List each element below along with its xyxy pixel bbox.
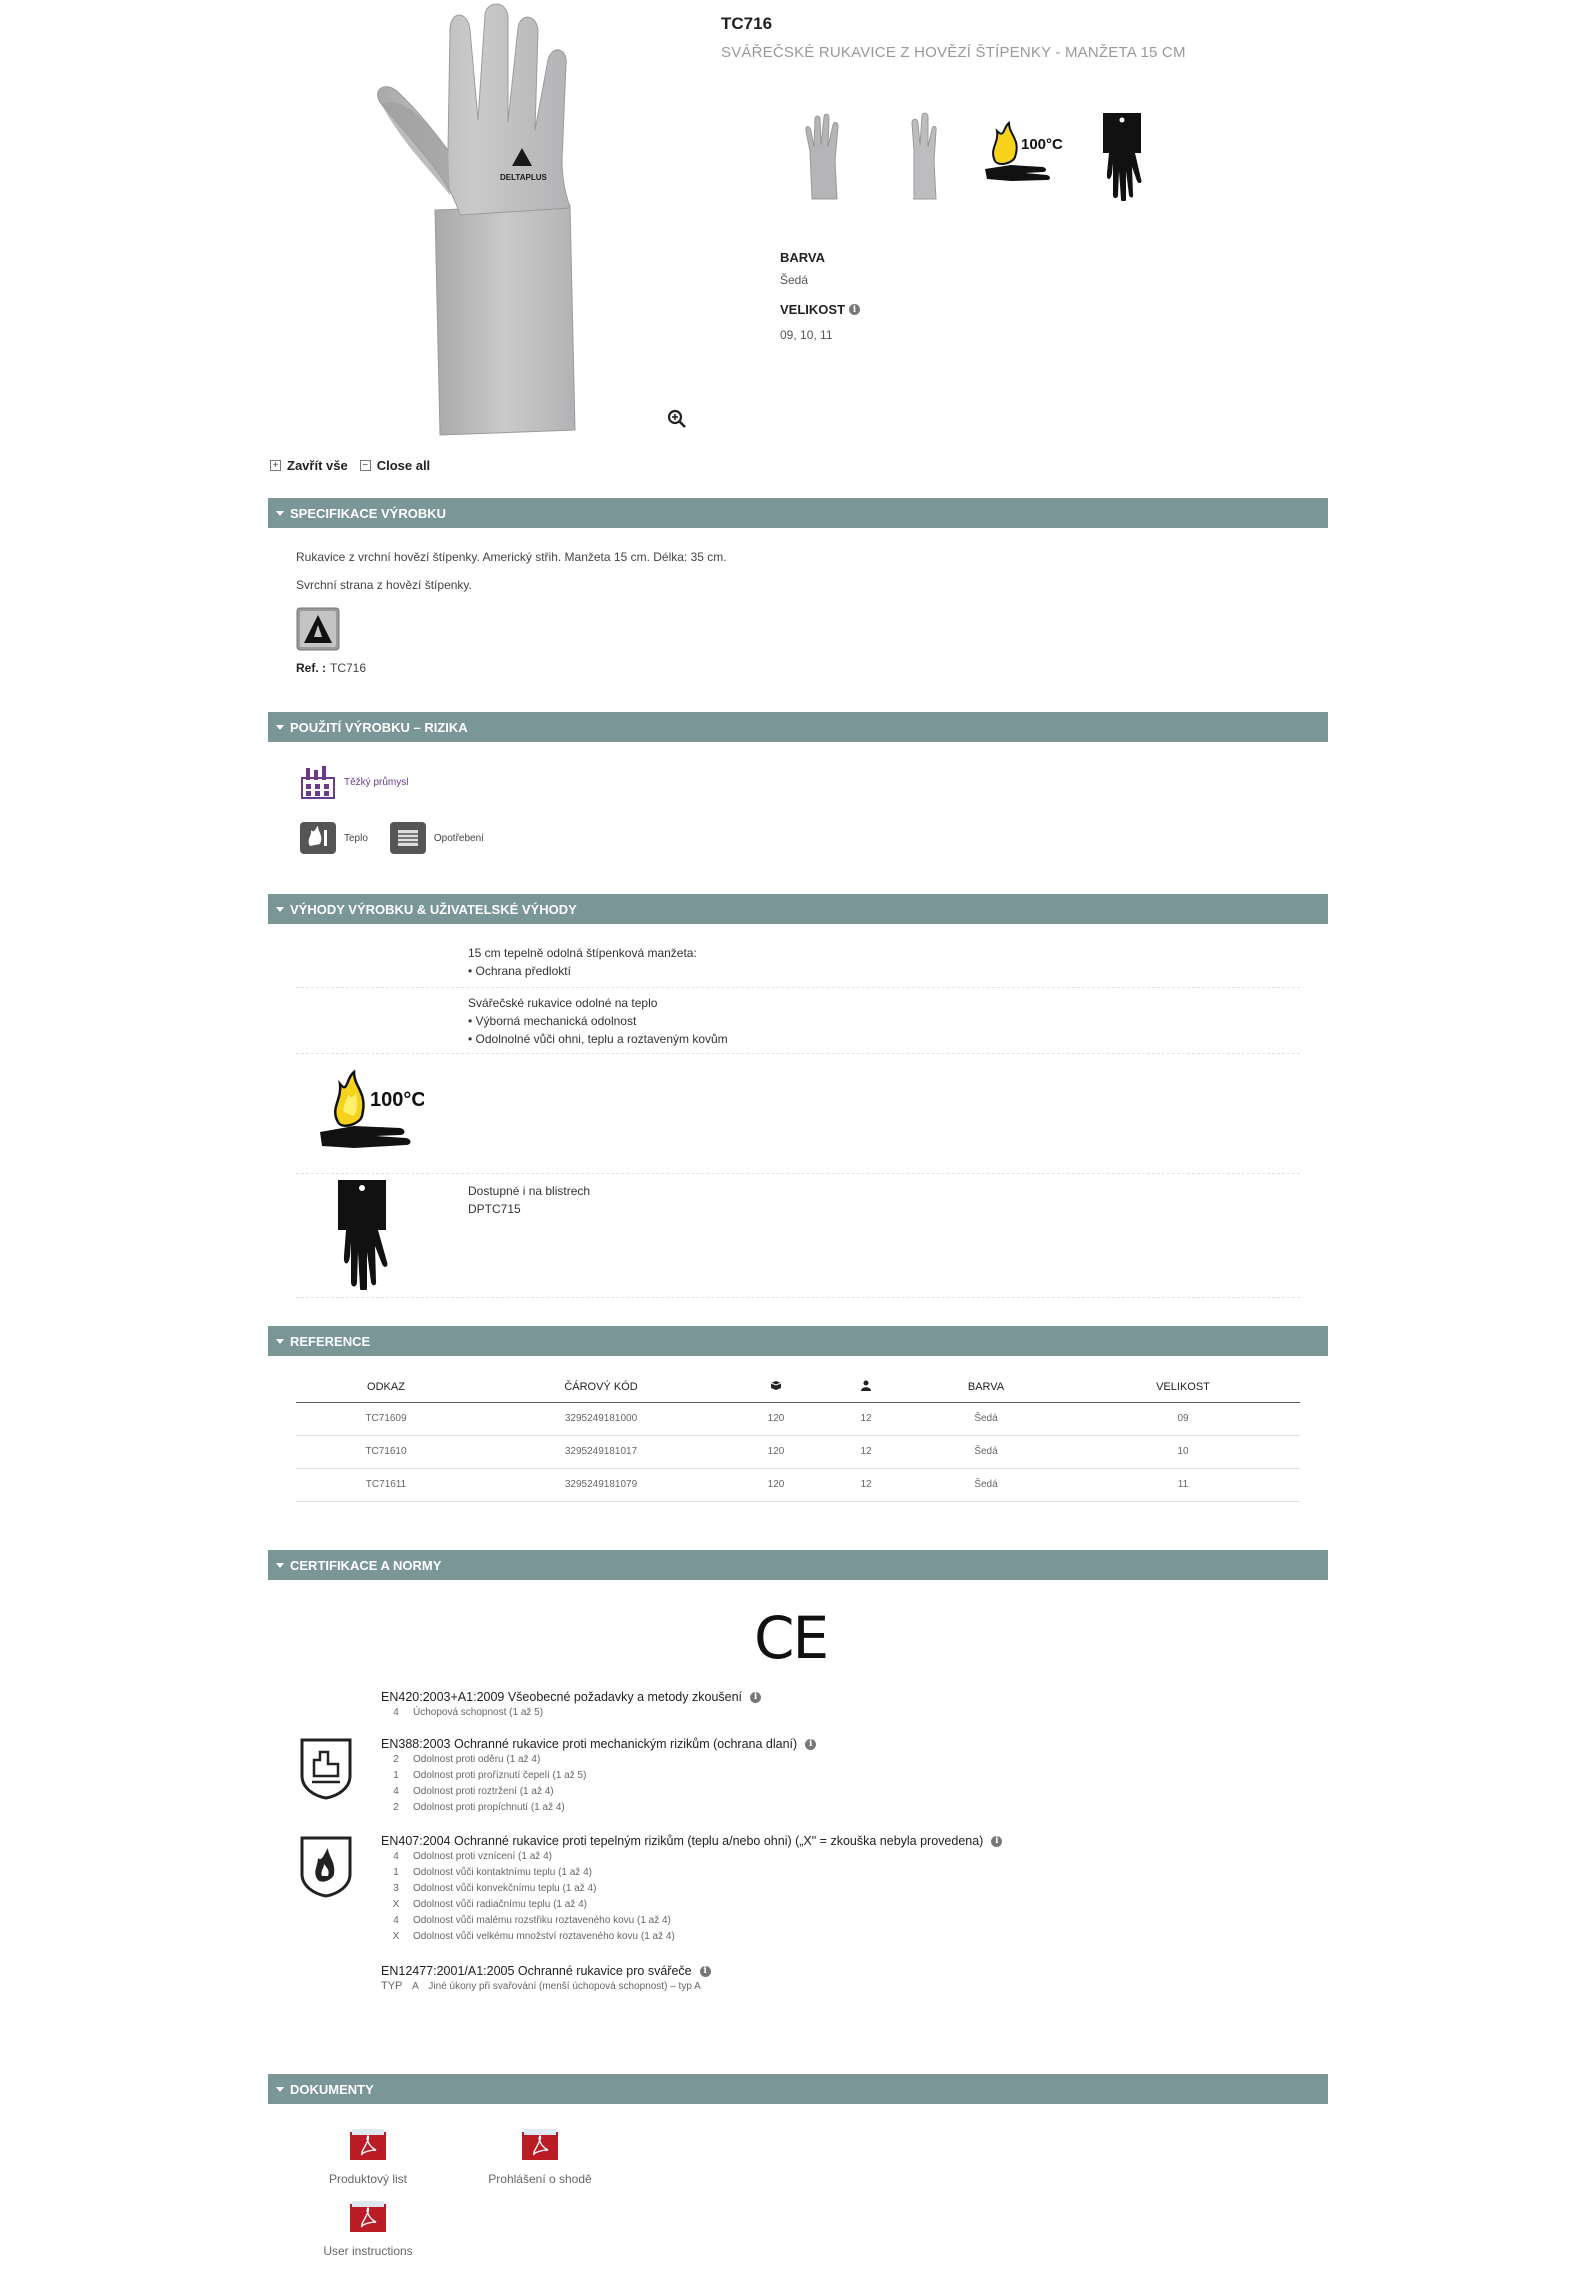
expand-collapse-controls — [270, 458, 430, 473]
minus-box-icon: − — [360, 460, 371, 471]
cell-color: Šedá — [906, 1402, 1066, 1435]
close-all-label: Close all — [376, 458, 431, 473]
size-label-row — [780, 302, 860, 317]
spec-line-1: Rukavice z vrchní hovězí štípenky. Americký střih. Manžeta 15 cm. Délka: 35 cm. — [296, 550, 727, 564]
caret-down-icon — [276, 907, 284, 912]
cell-barcode: 3295249181079 — [476, 1468, 726, 1501]
benefit-row — [296, 988, 1300, 1054]
pdf-icon — [348, 2128, 388, 2162]
deltaplus-logo-icon — [296, 607, 340, 651]
risk-heat-label: Teplo — [344, 832, 368, 844]
norm-info-icon[interactable]: i — [991, 1836, 1002, 1847]
caret-down-icon — [276, 1563, 284, 1568]
norm-value: 4 — [393, 1706, 399, 1718]
norm-value: 2 — [393, 1801, 399, 1813]
section-header-spec[interactable] — [268, 498, 1328, 528]
norm-desc: Odolnost vůči velkému množství roztaveného kovu (1 až 4) — [413, 1930, 675, 1942]
cell-pack-qty: 12 — [826, 1402, 906, 1435]
norm-value: 4 — [393, 1914, 399, 1926]
document-label: User instructions — [323, 2244, 413, 2258]
usage-industry-label: Těžký průmysl — [344, 776, 409, 788]
heat-icon-label: 100°C — [370, 1089, 424, 1111]
section-header-benefits[interactable] — [268, 894, 1328, 924]
norm-value: 3 — [393, 1882, 399, 1894]
norm-desc: Odolnost proti vznícení (1 až 4) — [413, 1850, 552, 1862]
norm-block — [381, 1690, 761, 1720]
table-row — [296, 1435, 1300, 1468]
document-label: Prohlášení o shodě — [488, 2172, 592, 2186]
product-subtitle: SVÁŘEČSKÉ RUKAVICE Z HOVĚZÍ ŠTÍPENKY - MANŽETA 15 CM — [721, 44, 1186, 61]
caret-down-icon — [276, 1339, 284, 1344]
reference-table — [296, 1372, 1300, 1502]
section-title: CERTIFIKACE A NORMY — [290, 1557, 442, 1573]
cell-barcode: 3295249181000 — [476, 1402, 726, 1435]
document-product-sheet[interactable] — [288, 2128, 448, 2186]
color-value: Šedá — [780, 273, 809, 287]
product-main-image[interactable] — [340, 0, 690, 440]
cell-barcode: 3295249181017 — [476, 1435, 726, 1468]
norm-value: 1 — [393, 1769, 399, 1781]
norm-line — [391, 1896, 1002, 1912]
open-all-label: Zavřít vše — [287, 458, 348, 473]
thumb-temp-label: 100°C — [1021, 136, 1063, 153]
section-header-reference[interactable] — [268, 1326, 1328, 1356]
norm-line — [391, 1880, 1002, 1896]
norm-line — [391, 1912, 1002, 1928]
en407-flame-pictogram-icon — [298, 1834, 354, 1901]
zoom-icon[interactable] — [666, 408, 688, 430]
benefit-row — [296, 1054, 1300, 1174]
cell-size: 09 — [1066, 1402, 1300, 1435]
norm-desc: Odolnost vůči radiačnímu teplu (1 až 4) — [413, 1898, 587, 1910]
en388-pictogram-icon — [298, 1736, 354, 1803]
thumbnail-glove-side[interactable] — [881, 106, 963, 206]
risk-abrasion-label: Opotřebení — [433, 832, 484, 844]
norm-title: EN12477:2001/A1:2005 Ochranné rukavice pro svářeče — [381, 1964, 692, 1978]
pdf-icon — [348, 2200, 388, 2234]
norm-title: EN388:2003 Ochranné rukavice proti mechanickým rizikům (ochrana dlaní) — [381, 1737, 798, 1751]
col-header-color: BARVA — [906, 1372, 1066, 1402]
col-header-box-icon — [726, 1372, 826, 1402]
size-info-icon[interactable]: i — [849, 304, 860, 315]
cell-box-qty: 120 — [726, 1468, 826, 1501]
norm-value: 4 — [393, 1850, 399, 1862]
norm-value: X — [392, 1898, 400, 1910]
thumbnail-strip — [781, 106, 1163, 206]
benefit-text: Svářečské rukavice odolné na teplo • Výborná mechanická odolnost • Odolnolné vůči ohni, teplu a roztaveným kovům — [468, 996, 728, 1046]
col-header-person-icon — [826, 1372, 906, 1402]
usage-industry — [300, 764, 408, 800]
benefit-row — [296, 1174, 1300, 1298]
cell-ref: TC71609 — [296, 1402, 476, 1435]
cell-color: Šedá — [906, 1468, 1066, 1501]
cell-pack-qty: 12 — [826, 1435, 906, 1468]
pdf-icon — [520, 2128, 560, 2162]
caret-down-icon — [276, 2087, 284, 2092]
norm-desc: Odolnost vůči malému rozstřiku roztaveného kovu (1 až 4) — [413, 1914, 671, 1926]
section-title: REFERENCE — [290, 1333, 371, 1349]
thumbnail-blister[interactable] — [1081, 106, 1163, 206]
norm-block — [381, 1964, 711, 1994]
cell-ref: TC71611 — [296, 1468, 476, 1501]
norm-block — [381, 1834, 1002, 1944]
col-header-barcode: ČÁROVÝ KÓD — [476, 1372, 726, 1402]
table-row — [296, 1402, 1300, 1435]
norm-desc: Úchopová schopnost (1 až 5) — [413, 1706, 544, 1718]
document-label: Produktový list — [328, 2172, 408, 2186]
spec-ref — [296, 661, 366, 675]
spec-ref-value: TC716 — [330, 661, 367, 675]
norm-desc: Jiné úkony při svařování (menší úchopová schopnost) – typ A — [428, 1980, 701, 1992]
norm-line — [391, 1783, 816, 1799]
glove-logo-text: DELTAPLUS — [500, 173, 547, 182]
cell-box-qty: 120 — [726, 1435, 826, 1468]
norm-value: A — [412, 1980, 419, 1992]
product-code: TC716 — [721, 14, 773, 33]
section-header-documents[interactable] — [268, 2074, 1328, 2104]
norm-value: 2 — [393, 1753, 399, 1765]
norm-info-icon[interactable]: i — [700, 1966, 711, 1977]
spec-line-2: Svrchní strana z hovězí štípenky. — [296, 578, 472, 592]
norm-title: EN420:2003+A1:2009 Všeobecné požadavky a metody zkoušení — [381, 1690, 743, 1704]
size-value: 09, 10, 11 — [780, 328, 833, 342]
usage-risks — [300, 822, 484, 854]
norm-desc: Odolnost proti roztržení (1 až 4) — [413, 1785, 554, 1797]
norm-line — [391, 1928, 1002, 1944]
size-label: VELIKOST — [780, 302, 846, 317]
col-header-ref: ODKAZ — [296, 1372, 476, 1402]
norm-desc: Odolnost proti oděru (1 až 4) — [413, 1753, 541, 1765]
section-title: POUŽITÍ VÝROBKU – RIZIKA — [290, 719, 468, 735]
benefit-row — [296, 938, 1300, 988]
section-header-usage[interactable] — [268, 712, 1328, 742]
plus-box-icon: + — [270, 460, 281, 471]
norm-line — [381, 1978, 711, 1994]
caret-down-icon — [276, 725, 284, 730]
section-header-certification[interactable] — [268, 1550, 1328, 1580]
norm-type-label: TYP — [381, 1980, 403, 1992]
norm-line — [391, 1864, 1002, 1880]
norm-value: 1 — [393, 1866, 399, 1878]
close-all-toggle[interactable] — [360, 458, 430, 473]
thumbnail-glove-front[interactable] — [781, 106, 863, 206]
norm-value: X — [392, 1930, 400, 1942]
benefit-text: 15 cm tepelně odolná štípenková manžeta: • Ochrana předloktí — [468, 946, 697, 978]
spec-ref-label: Ref. : — [296, 661, 326, 675]
norm-line — [391, 1751, 816, 1767]
norm-value: 4 — [393, 1785, 399, 1797]
norm-line — [391, 1767, 816, 1783]
norm-line — [391, 1704, 761, 1720]
norm-desc: Odolnost proti proříznutí čepelí (1 až 5) — [413, 1769, 587, 1781]
norm-title: EN407:2004 Ochranné rukavice proti tepelným rizikům (teplu a/nebo ohni) („X" = zkouška nebyla provedena) — [381, 1834, 984, 1848]
norm-title-row — [381, 1834, 1002, 1848]
heat-100c-icon — [314, 1068, 424, 1161]
table-row — [296, 1468, 1300, 1501]
heat-risk-icon — [300, 822, 336, 854]
cell-ref: TC71610 — [296, 1435, 476, 1468]
norm-info-icon[interactable]: i — [805, 1739, 816, 1750]
norm-desc: Odolnost vůči konvekčnímu teplu (1 až 4) — [413, 1882, 597, 1894]
norm-title-row — [381, 1690, 761, 1704]
color-label: BARVA — [780, 250, 826, 265]
section-title: DOKUMENTY — [290, 2081, 374, 2097]
benefit-text: Dostupné i na blistrech DPTC715 — [468, 1184, 591, 1216]
section-title: SPECIFIKACE VÝROBKU — [290, 505, 447, 521]
document-instructions[interactable] — [288, 2200, 448, 2258]
cell-box-qty: 120 — [726, 1402, 826, 1435]
col-header-size: VELIKOST — [1066, 1372, 1300, 1402]
norm-title-row — [381, 1964, 711, 1978]
section-title: VÝHODY VÝROBKU & UŽIVATELSKÉ VÝHODY — [290, 901, 577, 917]
norm-block — [381, 1737, 816, 1815]
document-conformity[interactable] — [460, 2128, 620, 2186]
norm-info-icon[interactable]: i — [750, 1692, 761, 1703]
caret-down-icon — [276, 511, 284, 516]
norm-line — [391, 1848, 1002, 1864]
norm-line — [391, 1799, 816, 1815]
ce-mark: CE — [754, 1604, 828, 1672]
cell-size: 11 — [1066, 1468, 1300, 1501]
cell-pack-qty: 12 — [826, 1468, 906, 1501]
norm-title-row — [381, 1737, 816, 1751]
norm-desc: Odolnost vůči kontaktnímu teplu (1 až 4) — [413, 1866, 592, 1878]
norm-desc: Odolnost proti propíchnutí (1 až 4) — [413, 1801, 565, 1813]
thumbnail-heat-100c[interactable] — [981, 106, 1063, 206]
reference-table-wrapper — [296, 1372, 1300, 1502]
cell-size: 10 — [1066, 1435, 1300, 1468]
table-header-row — [296, 1372, 1300, 1402]
blister-pack-icon — [332, 1178, 392, 1293]
open-all-toggle[interactable] — [270, 458, 348, 473]
heavy-industry-icon — [300, 764, 336, 800]
cell-color: Šedá — [906, 1435, 1066, 1468]
abrasion-risk-icon — [390, 822, 426, 854]
